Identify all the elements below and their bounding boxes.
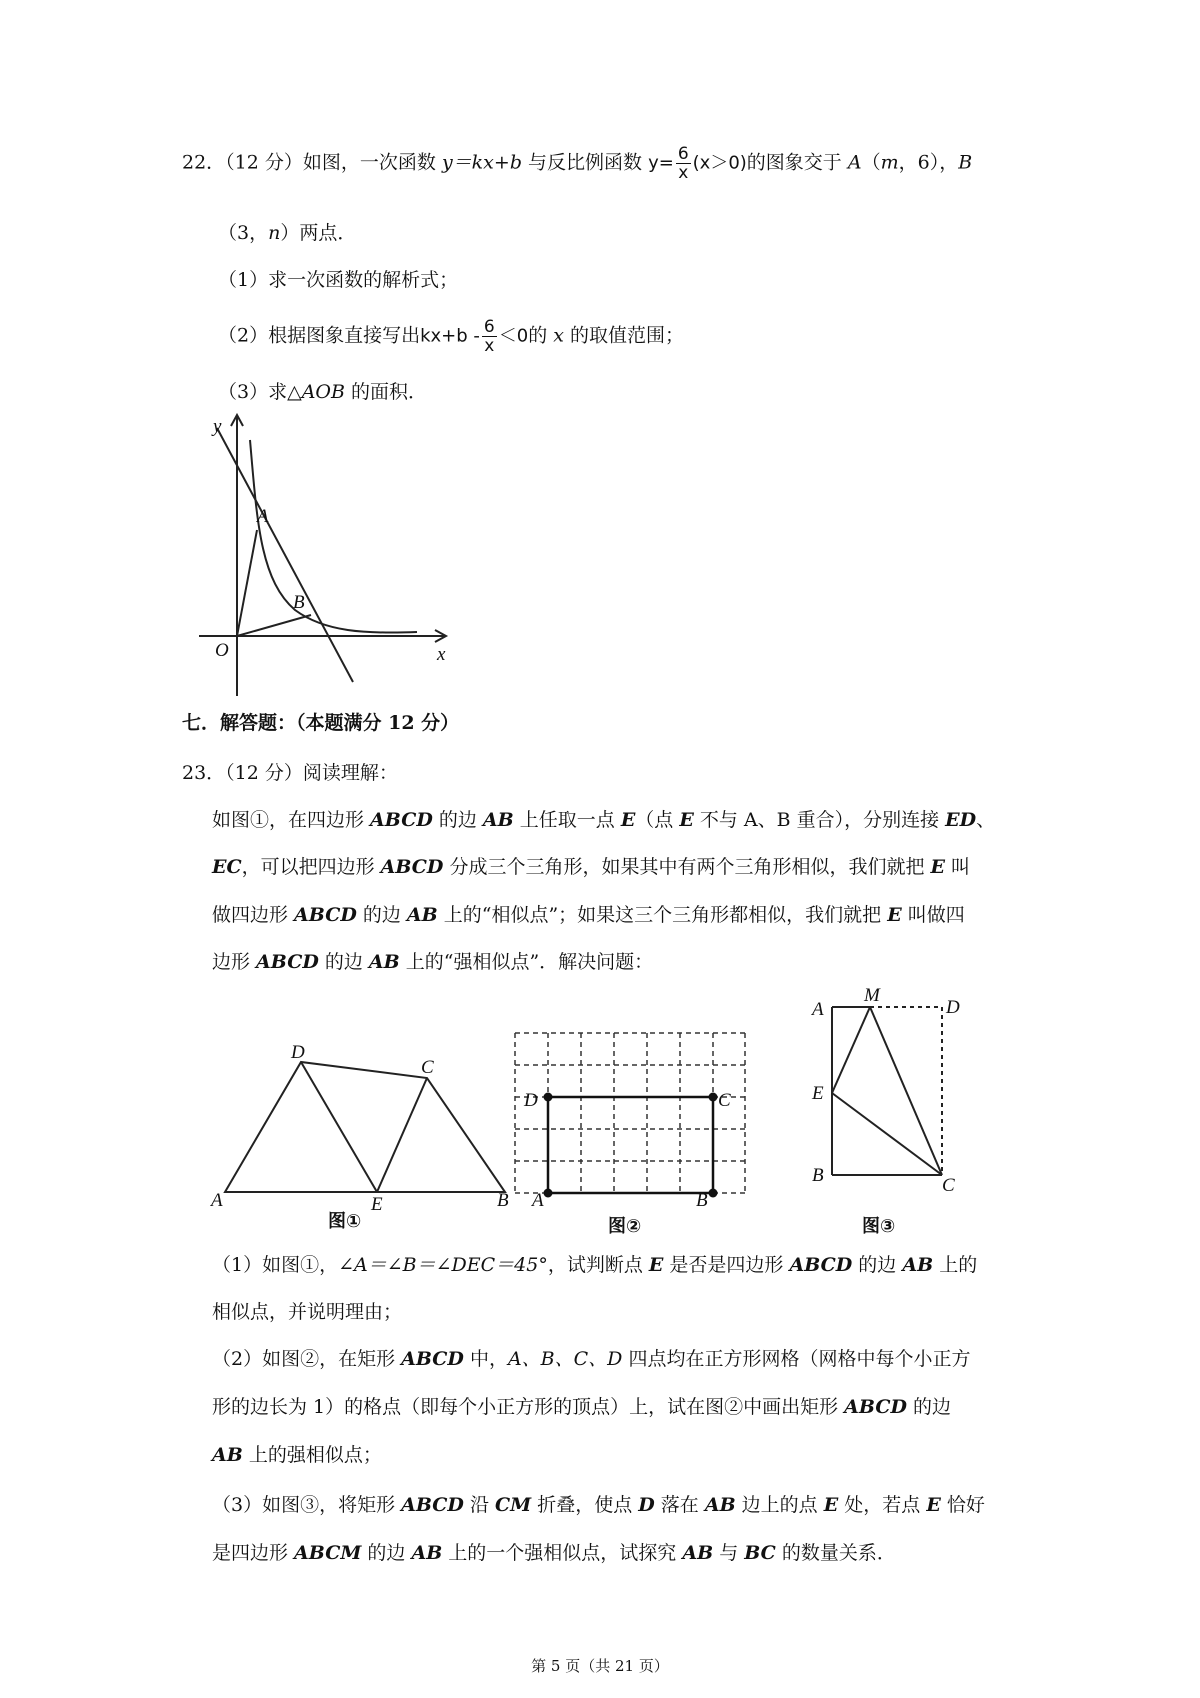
- q22-graph: [195, 410, 455, 700]
- fig2-label-A: A: [532, 1190, 544, 1210]
- figure-3-caption: 图③: [862, 1216, 896, 1237]
- fig3-label-A: A: [812, 999, 824, 1020]
- page-footer: 第 5 页（共 21 页）: [531, 1657, 669, 1675]
- label-x: x: [437, 644, 446, 665]
- fig1-label-B: B: [497, 1190, 509, 1210]
- q22-line1: 22．（12 分）如图，一次函数 y＝kx+b 与反比例函数 y= $\frac{6}{x}$ (x＞0)的图象交于 A（m，6），B: [182, 144, 973, 183]
- label-A: A: [257, 506, 269, 527]
- q23-read-line3: 做四边形 ABCD 的边 AB 上的“相似点”；如果这三个三角形都相似，我们就把 E 叫做四: [212, 904, 965, 926]
- figure-1-caption: 图①: [328, 1211, 362, 1232]
- fig3-label-M: M: [864, 985, 880, 1006]
- label-O: O: [215, 640, 229, 661]
- segment-DE: [301, 1062, 377, 1192]
- q22-line2: （3，n）两点．: [218, 222, 357, 244]
- fig3-label-B: B: [812, 1165, 824, 1186]
- fig3-label-D: D: [946, 997, 960, 1018]
- q22-part1: （1）求一次函数的解析式；: [218, 269, 459, 291]
- q23-sub1-line1: （1）如图①，∠A＝∠B＝∠DEC＝45°，试判断点 E 是否是四边形 ABCD 的边 AB 上的: [212, 1254, 978, 1276]
- fig2-label-B: B: [696, 1190, 708, 1210]
- q23-read-line2: EC，可以把四边形 ABCD 分成三个三角形，如果其中有两个三角形相似，我们就把 E 叫: [212, 856, 971, 878]
- q23-sub3-line2: 是四边形 ABCM 的边 AB 上的一个强相似点，试探究 AB 与 BC 的数量关系．: [212, 1542, 896, 1564]
- fraction-6-over-x-2: $\frac{6}{x}$: [483, 317, 495, 356]
- q23-sub2-line2: 形的边长为 1）的格点（即每个小正方形的顶点）上，试在图②中画出矩形 ABCD 的边: [212, 1396, 951, 1418]
- label-B: B: [293, 592, 305, 613]
- q22-part3: （3）求△AOB 的面积．: [218, 381, 428, 403]
- q23-sub2-line1: （2）如图②，在矩形 ABCD 中，A、B、C、D 四点均在正方形网格（网格中每个小正方: [212, 1348, 971, 1370]
- figure-2-labels: [500, 1070, 760, 1210]
- figure-2-caption: 图②: [608, 1216, 642, 1237]
- label-y: y: [213, 416, 222, 437]
- fig1-label-D: D: [291, 1042, 305, 1063]
- fig3-label-C: C: [942, 1175, 955, 1195]
- q23-heading: 23．（12 分）阅读理解：: [182, 762, 398, 784]
- fig3-label-E: E: [812, 1083, 824, 1104]
- fig2-label-D: D: [524, 1090, 538, 1111]
- figure-1: [205, 1040, 515, 1210]
- q23-sub2-line3: AB 上的强相似点；: [212, 1444, 382, 1466]
- fraction-6-over-x: $\frac{6}{x}$: [677, 144, 689, 183]
- segment-ME: [832, 1007, 870, 1093]
- fig1-label-E: E: [371, 1194, 383, 1210]
- q23-read-line1: 如图①，在四边形 ABCD 的边 AB 上任取一点 E（点 E 不与 A、B 重合），分别连接 ED、: [212, 809, 996, 831]
- fig2-label-C: C: [718, 1090, 731, 1111]
- segment-OB: [237, 615, 311, 636]
- section-7-heading: 七．解答题：（本题满分 12 分）: [182, 712, 460, 734]
- q23-sub1-line2: 相似点，并说明理由；: [212, 1301, 403, 1323]
- q22-part2: （2）根据图象直接写出kx+b - $\frac{6}{x}$ ＜0的 x 的取值范围；: [218, 317, 684, 356]
- segment-CE: [377, 1078, 427, 1192]
- q23-sub3-line1: （3）如图③，将矩形 ABCD 沿 CM 折叠，使点 D 落在 AB 边上的点 E 处，若点 E 恰好: [212, 1494, 985, 1516]
- figure-3: [810, 985, 960, 1195]
- fig1-label-C: C: [421, 1057, 434, 1078]
- segment-MC: [870, 1007, 942, 1175]
- fig1-label-A: A: [211, 1190, 223, 1210]
- segment-OA: [237, 530, 257, 636]
- q23-read-line4: 边形 ABCD 的边 AB 上的“强相似点”．解决问题：: [212, 951, 654, 973]
